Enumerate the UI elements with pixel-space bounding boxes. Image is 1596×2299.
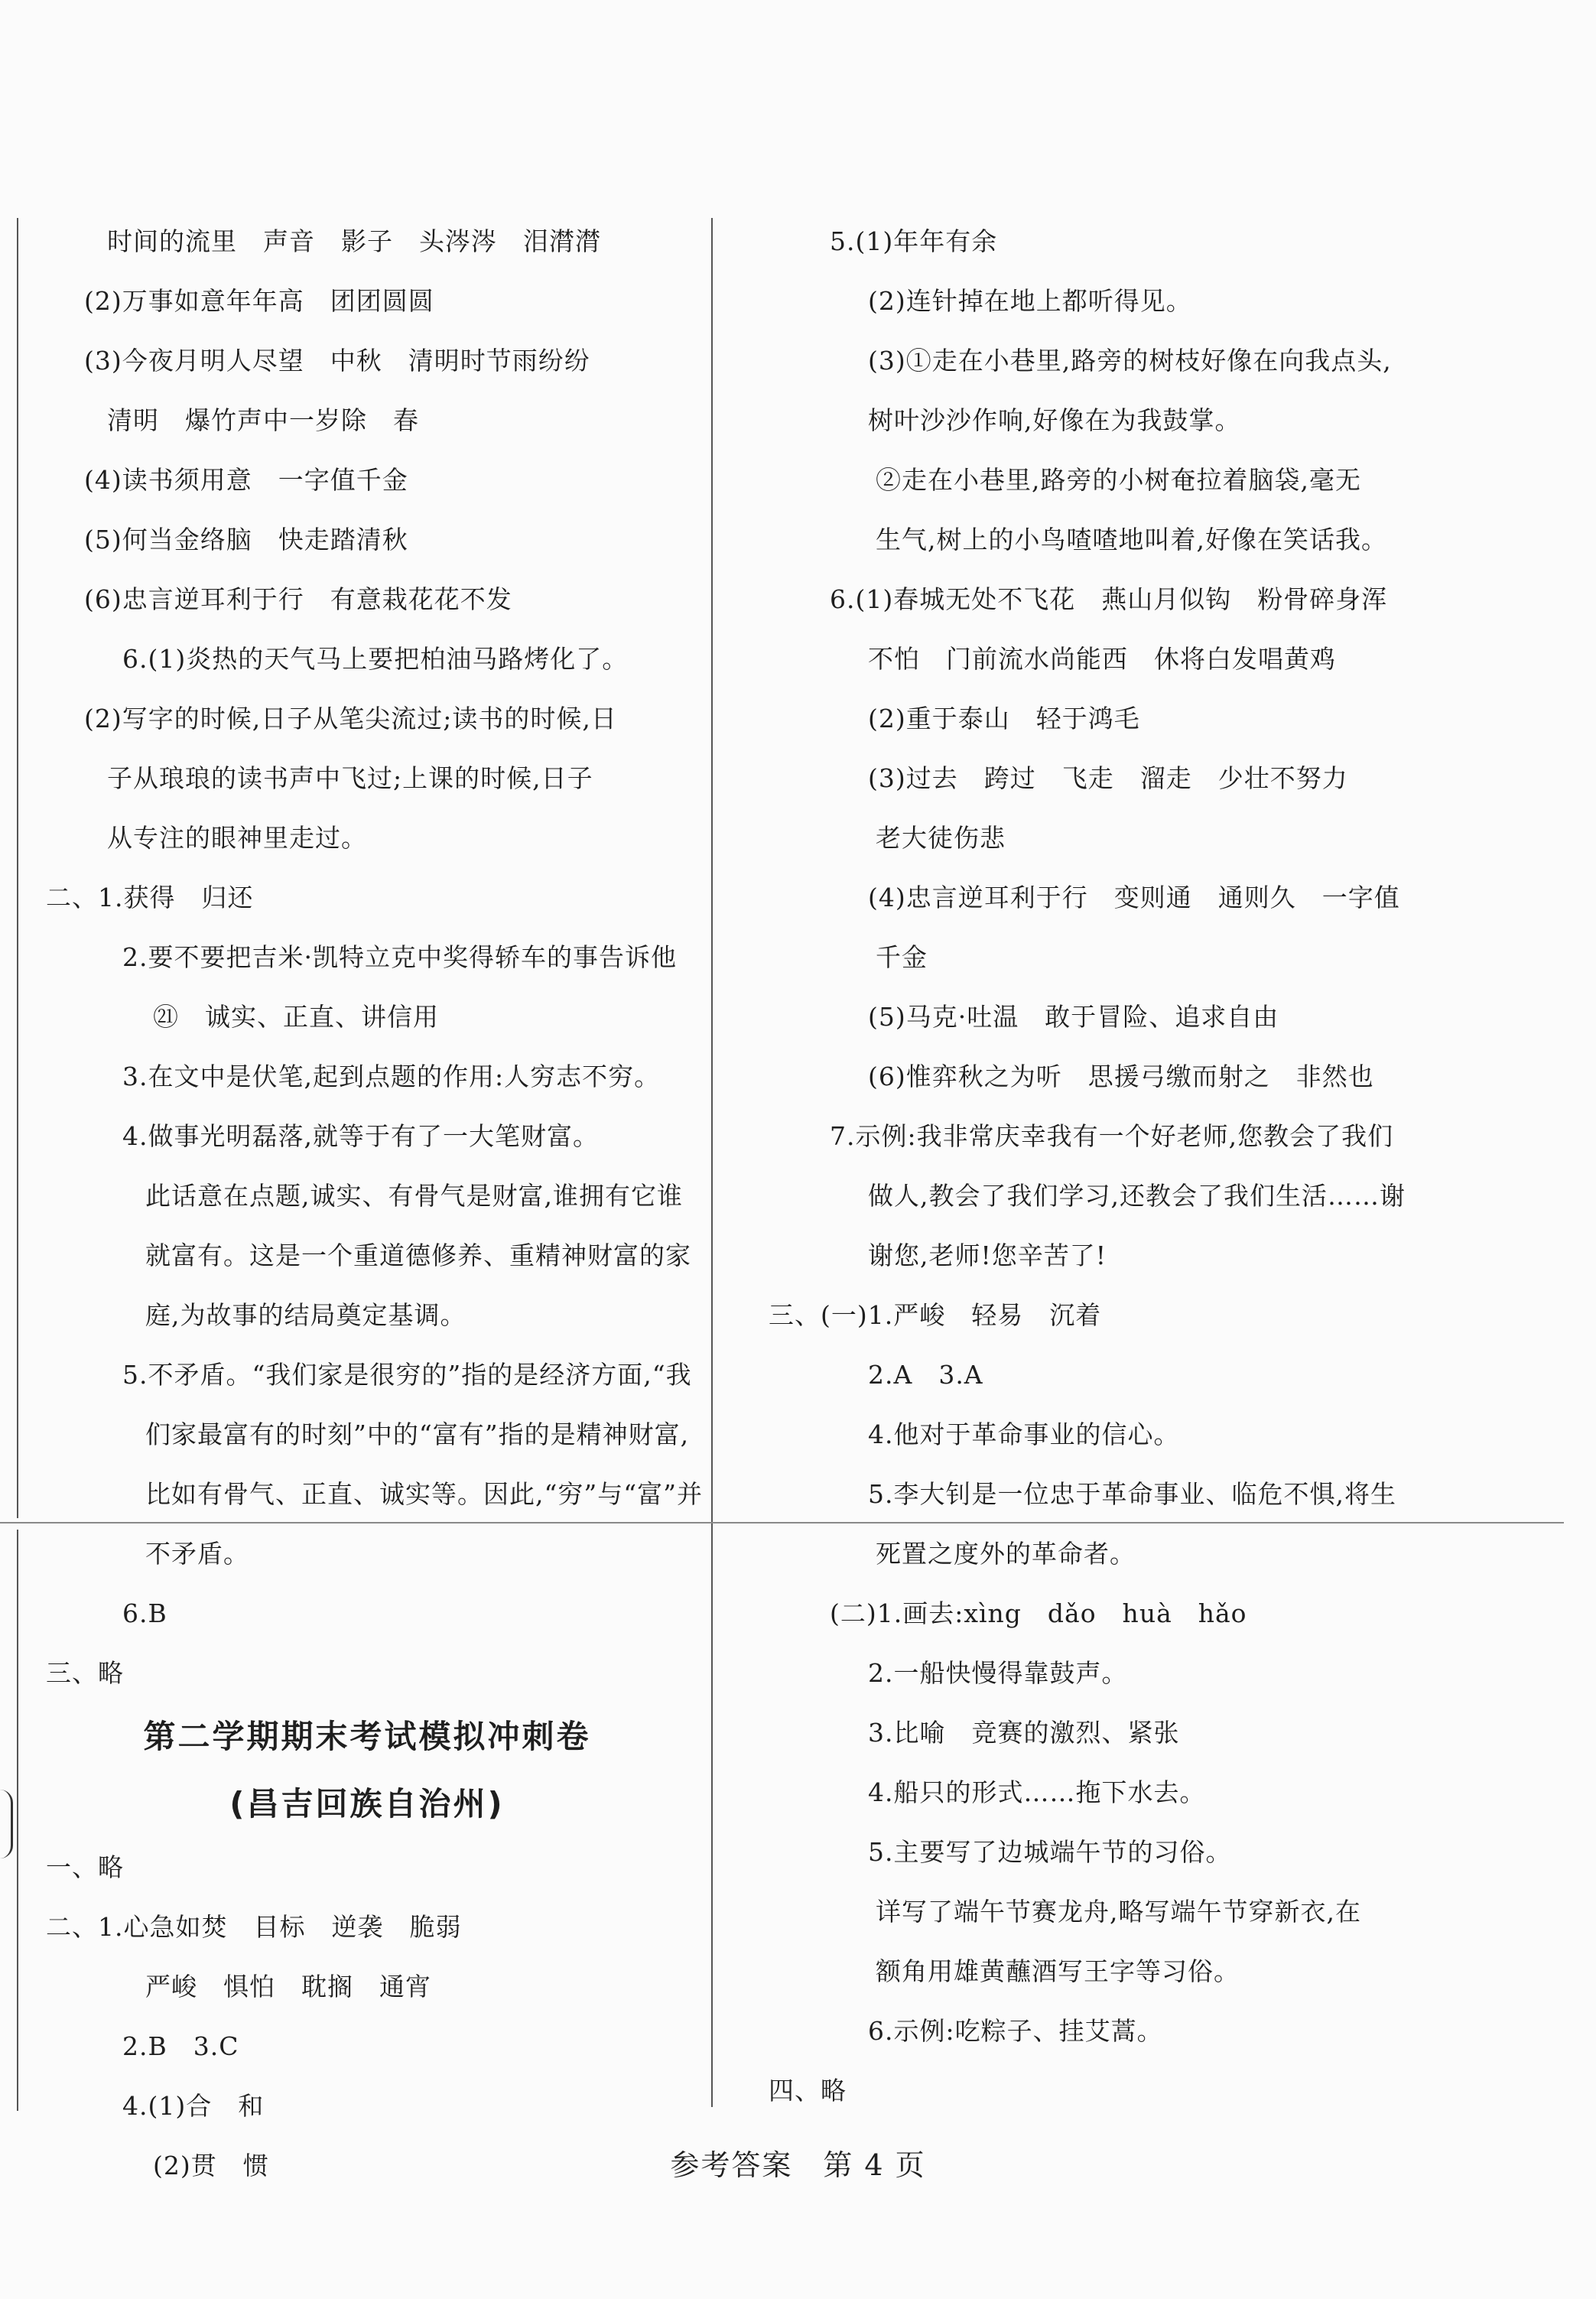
answer-line: 做人,教会了我们学习,还教会了我们生活……谢 (868, 1181, 1406, 1211)
answer-line: 5.(1)年年有余 (830, 226, 998, 256)
answer-line: (3)今夜月明人尽望 中秋 清明时节雨纷纷 (84, 346, 590, 376)
answer-line: 就富有。这是一个重道德修养、重精神财富的家 (145, 1241, 691, 1270)
answer-line: 2.A 3.A (868, 1360, 983, 1390)
answer-line: 千金 (876, 942, 928, 972)
answer-line: 6.B (122, 1598, 167, 1628)
answer-line: (6)忠言逆耳利于行 有意栽花花不发 (84, 584, 512, 614)
answer-line: 时间的流里 声音 影子 头涔涔 泪潸潸 (107, 226, 601, 256)
answer-line: 三、(一)1.严峻 轻易 沉着 (769, 1300, 1102, 1330)
answer-line: 二、1.心急如焚 目标 逆袭 脆弱 (46, 1912, 462, 1942)
answer-line: 死置之度外的革命者。 (876, 1539, 1136, 1569)
answer-line: 不矛盾。 (145, 1539, 249, 1569)
answer-line: 4.他对于革命事业的信心。 (868, 1419, 1180, 1449)
answer-line: 二、1.获得 归还 (46, 883, 254, 912)
binding-mark (0, 1790, 13, 1858)
answer-line: 7.示例:我非常庆幸我有一个好老师,您教会了我们 (830, 1121, 1394, 1151)
left-margin-rule-lower (17, 1530, 18, 2111)
answer-line: 6.(1)炎热的天气马上要把柏油马路烤化了。 (122, 644, 629, 674)
answer-line: 5.主要写了边城端午节的习俗。 (868, 1837, 1232, 1867)
answer-line: 谢您,老师!您辛苦了! (868, 1241, 1107, 1270)
page-footer: 参考答案 第 4 页 (670, 2148, 926, 2182)
answer-line: 4.(1)合 和 (122, 2091, 265, 2121)
answer-line: 5.李大钊是一位忠于革命事业、临危不惧,将生 (868, 1479, 1396, 1509)
answer-line: (5)何当金络脑 快走踏清秋 (84, 525, 408, 554)
answer-line: 3.在文中是伏笔,起到点题的作用:人穷志不穷。 (122, 1062, 661, 1091)
answer-line: 四、略 (769, 2076, 847, 2106)
answer-line: 树叶沙沙作响,好像在为我鼓掌。 (868, 405, 1241, 435)
answer-line: 4.船只的形式……拖下水去。 (868, 1777, 1206, 1807)
answer-line: (2)连针掉在地上都听得见。 (868, 286, 1192, 316)
answer-line: 4.做事光明磊落,就等于有了一大笔财富。 (122, 1121, 599, 1151)
answer-line: (2)写字的时候,日子从笔尖流过;读书的时候,日 (84, 704, 617, 733)
answer-line: 2.B 3.C (122, 2031, 239, 2061)
answer-line: 老大徒伤悲 (876, 823, 1006, 853)
answer-line: 3.比喻 竞赛的激烈、紧张 (868, 1718, 1180, 1748)
left-column (31, 212, 704, 2196)
answer-line: (5)马克·吐温 敢于冒险、追求自由 (868, 1002, 1279, 1032)
answer-line: 不怕 门前流水尚能西 休将白发唱黄鸡 (868, 644, 1336, 674)
answer-line: 5.不矛盾。“我们家是很穷的”指的是经济方面,“我 (122, 1360, 692, 1390)
section-heading: 第二学期期末考试模拟冲刺卷 (143, 1718, 591, 1755)
answer-line: 们家最富有的时刻”中的“富有”指的是精神财富, (145, 1419, 690, 1449)
answer-line: (二)1.画去:xìng dǎo huà hǎo (830, 1598, 1247, 1628)
answer-line: 清明 爆竹声中一岁除 春 (107, 405, 419, 435)
column-divider (711, 218, 713, 2107)
answer-line: ②走在小巷里,路旁的小树奄拉着脑袋,毫无 (876, 465, 1361, 495)
answer-line: 2.一船快慢得靠鼓声。 (868, 1658, 1128, 1688)
answer-line: 一、略 (46, 1852, 124, 1882)
answer-line: (3)①走在小巷里,路旁的树枝好像在向我点头, (868, 346, 1392, 376)
answer-line: 严峻 惧怕 耽搁 通宵 (145, 1972, 431, 2001)
answer-line: 生气,树上的小鸟喳喳地叫着,好像在笑话我。 (876, 525, 1387, 554)
answer-line: 此话意在点题,诚实、有骨气是财富,谁拥有它谁 (145, 1181, 683, 1211)
answer-line: 比如有骨气、正直、诚实等。因此,“穷”与“富”并 (145, 1479, 703, 1509)
answer-line: 2.要不要把吉米·凯特立克中奖得轿车的事告诉他 (122, 942, 677, 972)
answer-line: 6.(1)春城无处不飞花 燕山月似钩 粉骨碎身浑 (830, 584, 1388, 614)
answer-line: (4)读书须用意 一字值千金 (84, 465, 408, 495)
left-margin-rule (17, 218, 18, 1518)
answer-line: 子从琅琅的读书声中飞过;上课的时候,日子 (107, 763, 593, 793)
answer-line: (2)重于泰山 轻于鸿毛 (868, 704, 1140, 733)
answer-line: ㉑ 诚实、正直、讲信用 (153, 1002, 439, 1032)
answer-line: 6.示例:吃粽子、挂艾蒿。 (868, 2016, 1163, 2046)
answer-line: 详写了端午节赛龙舟,略写端午节穿新衣,在 (876, 1897, 1361, 1927)
answer-line: (2)贯 惯 (153, 2151, 269, 2180)
answer-line: 庭,为故事的结局奠定基调。 (145, 1300, 466, 1330)
answer-line: (3)过去 跨过 飞走 溜走 少壮不努力 (868, 763, 1348, 793)
right-column (753, 212, 1572, 2121)
section-heading: (昌吉回族自治州) (229, 1785, 505, 1823)
answer-line: (6)惟弈秋之为听 思援弓缴而射之 非然也 (868, 1062, 1374, 1091)
answer-line: 额角用雄黄蘸酒写王字等习俗。 (876, 1956, 1240, 1986)
answer-line: (4)忠言逆耳利于行 变则通 通则久 一字值 (868, 883, 1400, 912)
answer-line: 三、略 (46, 1658, 124, 1688)
answer-line: 从专注的眼神里走过。 (107, 823, 367, 853)
answer-line: (2)万事如意年年高 团团圆圆 (84, 286, 434, 316)
